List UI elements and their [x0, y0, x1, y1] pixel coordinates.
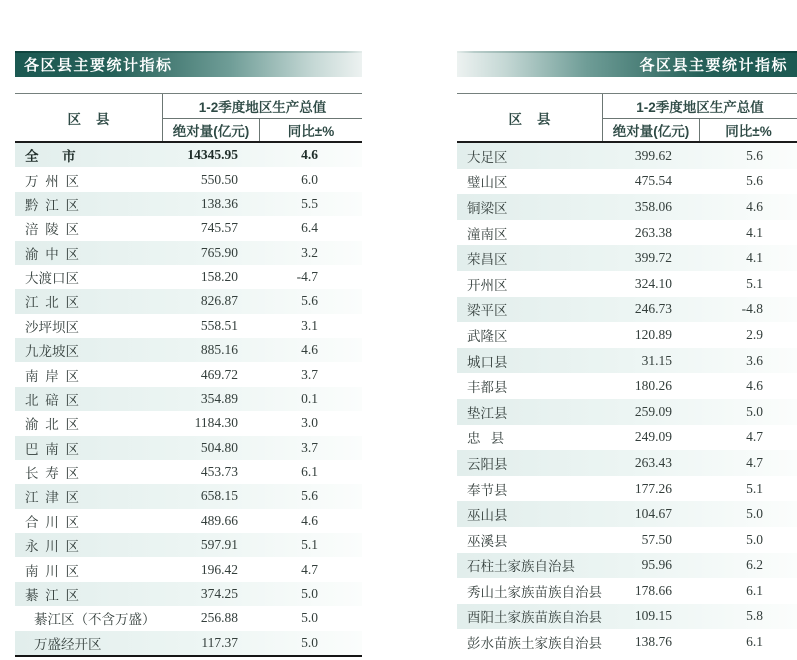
cell-yoy: 5.6 [301, 293, 318, 309]
cell-name: 沙坪坝区 [25, 319, 79, 335]
cell-abs: 57.50 [641, 531, 672, 547]
cell-abs: 263.43 [634, 454, 672, 470]
cell-name: 北 碚 区 [25, 392, 79, 408]
cell-name: 永 川 区 [25, 539, 79, 555]
cell-name: 大足区 [467, 149, 508, 165]
cell-yoy: 4.7 [301, 561, 318, 577]
gdp-group-header: 1-2季度地区生产总值 [603, 94, 797, 119]
table-row [15, 509, 362, 533]
table-row [15, 484, 362, 508]
cell-name: 渝 北 区 [25, 417, 79, 433]
cell-yoy: 4.6 [301, 512, 318, 528]
cell-abs: 358.06 [634, 198, 672, 214]
cell-abs: 138.36 [200, 195, 238, 211]
cell-yoy: 4.6 [746, 198, 763, 214]
table-row [15, 436, 362, 460]
cell-abs: 558.51 [200, 317, 238, 333]
cell-yoy: 4.7 [746, 429, 763, 445]
left-table-title: 各区县主要统计指标 [24, 56, 173, 74]
cell-name: 江 北 区 [25, 295, 79, 311]
cell-yoy: 6.1 [746, 582, 763, 598]
cell-abs: 469.72 [200, 366, 238, 382]
cell-name: 彭水苗族土家族自治县 [467, 636, 602, 652]
cell-name: 綦 江 区 [25, 587, 79, 603]
cell-abs: 158.20 [200, 269, 238, 285]
cell-abs: 104.67 [634, 506, 672, 522]
cell-abs: 178.66 [634, 582, 672, 598]
table-row [15, 192, 362, 216]
right-table-title: 各区县主要统计指标 [639, 56, 788, 74]
table-row [15, 265, 362, 289]
table-row [15, 460, 362, 484]
cell-name: 巫山县 [467, 508, 508, 524]
cell-abs: 31.15 [641, 352, 672, 368]
cell-abs: 95.96 [641, 557, 672, 573]
table-row [15, 362, 362, 386]
cell-yoy: 4.1 [746, 250, 763, 266]
cell-yoy: 5.0 [301, 585, 318, 601]
cell-yoy: 2.9 [746, 326, 763, 342]
cell-name: 巴 南 区 [25, 441, 79, 457]
cell-yoy: -4.7 [296, 269, 318, 285]
cell-abs: 550.50 [200, 171, 238, 187]
cell-abs: 399.72 [634, 250, 672, 266]
table-row [457, 169, 797, 195]
cell-abs: 249.09 [634, 429, 672, 445]
cell-abs: 826.87 [200, 293, 238, 309]
table-row [457, 604, 797, 630]
left-table-header [15, 93, 362, 143]
table-row [457, 297, 797, 323]
cell-name: 开州区 [467, 277, 508, 293]
table-row [15, 143, 362, 167]
cell-name: 南 岸 区 [25, 368, 79, 384]
cell-name: 万 州 区 [25, 173, 79, 189]
cell-abs: 354.89 [200, 390, 238, 406]
cell-yoy: 4.1 [746, 224, 763, 240]
cell-name: 大渡口区 [25, 271, 79, 287]
cell-yoy: 5.8 [746, 608, 763, 624]
right-stats-table [457, 51, 797, 655]
table-row [15, 314, 362, 338]
table-row [457, 501, 797, 527]
cell-yoy: 6.2 [746, 557, 763, 573]
left-title-band [15, 51, 362, 77]
cell-abs: 489.66 [200, 512, 238, 528]
cell-yoy: 3.1 [301, 317, 318, 333]
cell-abs: 263.38 [634, 224, 672, 240]
cell-name: 全 市 [25, 149, 76, 165]
absolute-value-header: 绝对量(亿元) [603, 119, 700, 141]
table-row [15, 411, 362, 435]
cell-yoy: 5.0 [746, 531, 763, 547]
cell-abs: 765.90 [200, 244, 238, 260]
cell-abs: 259.09 [634, 403, 672, 419]
table-row [457, 194, 797, 220]
cell-abs: 256.88 [200, 610, 238, 626]
cell-name: 南 川 区 [25, 563, 79, 579]
table-row [457, 245, 797, 271]
table-row [15, 216, 362, 240]
gdp-subheaders [163, 119, 362, 141]
cell-yoy: 5.1 [746, 480, 763, 496]
right-table-body [457, 143, 797, 655]
right-table-header [457, 93, 797, 143]
cell-abs: 180.26 [634, 378, 672, 394]
table-row [457, 527, 797, 553]
cell-yoy: -4.8 [741, 301, 763, 317]
right-table [457, 93, 797, 655]
cell-abs: 475.54 [634, 173, 672, 189]
cell-yoy: 6.0 [301, 171, 318, 187]
cell-yoy: 4.7 [746, 454, 763, 470]
cell-name: 黔 江 区 [25, 197, 79, 213]
table-row [15, 167, 362, 191]
cell-abs: 1184.30 [194, 415, 238, 431]
cell-yoy: 6.1 [746, 634, 763, 650]
cell-abs: 138.76 [634, 634, 672, 650]
cell-yoy: 3.0 [301, 415, 318, 431]
absolute-value-header: 绝对量(亿元) [163, 119, 260, 141]
cell-yoy: 5.0 [746, 506, 763, 522]
right-title-band [457, 51, 797, 77]
yoy-header: 同比±% [287, 124, 335, 139]
cell-abs: 14345.95 [187, 147, 238, 163]
cell-yoy: 3.6 [746, 352, 763, 368]
table-row [15, 631, 362, 655]
table-row [15, 582, 362, 606]
cell-name: 合 川 区 [25, 514, 79, 530]
cell-abs: 324.10 [634, 275, 672, 291]
cell-yoy: 5.6 [301, 488, 318, 504]
cell-yoy: 3.7 [301, 439, 318, 455]
gdp-header-group [603, 94, 797, 141]
cell-abs: 246.73 [634, 301, 672, 317]
cell-yoy: 5.6 [746, 173, 763, 189]
table-row [457, 399, 797, 425]
cell-abs: 120.89 [634, 326, 672, 342]
cell-name: 忠 县 [467, 431, 505, 447]
cell-name: 渝 中 区 [25, 246, 79, 262]
table-row [457, 143, 797, 169]
table-row [457, 553, 797, 579]
gdp-header-group [163, 94, 362, 141]
left-stats-table [15, 51, 362, 657]
cell-name: 九龙坡区 [25, 344, 79, 360]
table-row [15, 338, 362, 362]
cell-abs: 453.73 [200, 464, 238, 480]
gdp-group-header: 1-2季度地区生产总值 [163, 94, 362, 119]
table-row [15, 533, 362, 557]
cell-yoy: 5.5 [301, 195, 318, 211]
cell-name: 奉节县 [467, 482, 508, 498]
cell-name: 荣昌区 [467, 252, 508, 268]
region-column-header: 区 县 [457, 94, 603, 141]
cell-name: 璧山区 [467, 175, 508, 191]
table-row [15, 557, 362, 581]
cell-name: 涪 陵 区 [25, 222, 79, 238]
table-row [457, 450, 797, 476]
cell-yoy: 3.7 [301, 366, 318, 382]
cell-abs: 117.37 [201, 634, 238, 650]
table-row [457, 629, 797, 655]
cell-name: 武隆区 [467, 328, 508, 344]
cell-name: 潼南区 [467, 226, 508, 242]
table-row [15, 241, 362, 265]
cell-abs: 109.15 [634, 608, 672, 624]
cell-name: 云阳县 [467, 456, 508, 472]
cell-yoy: 5.1 [301, 537, 318, 553]
cell-name: 梁平区 [467, 303, 508, 319]
cell-abs: 658.15 [200, 488, 238, 504]
cell-name: 长 寿 区 [25, 466, 79, 482]
left-table [15, 93, 362, 657]
cell-abs: 597.91 [200, 537, 238, 553]
cell-name: 巫溪县 [467, 533, 508, 549]
cell-name: 綦江区（不含万盛） [34, 612, 156, 628]
table-row [457, 271, 797, 297]
cell-yoy: 5.6 [746, 147, 763, 163]
gdp-subheaders [603, 119, 797, 141]
cell-yoy: 3.2 [301, 244, 318, 260]
cell-yoy: 6.1 [301, 464, 318, 480]
cell-abs: 196.42 [200, 561, 238, 577]
table-row [457, 348, 797, 374]
cell-abs: 745.57 [200, 220, 238, 236]
cell-abs: 504.80 [200, 439, 238, 455]
table-row [457, 322, 797, 348]
table-row [15, 387, 362, 411]
cell-yoy: 4.6 [746, 378, 763, 394]
table-row [457, 578, 797, 604]
cell-abs: 374.25 [200, 585, 238, 601]
cell-yoy: 4.6 [301, 342, 318, 358]
cell-yoy: 5.0 [301, 610, 318, 626]
cell-yoy: 5.1 [746, 275, 763, 291]
cell-name: 酉阳土家族苗族自治县 [467, 610, 602, 626]
cell-name: 江 津 区 [25, 490, 79, 506]
cell-yoy: 4.6 [301, 147, 318, 163]
cell-yoy: 5.0 [746, 403, 763, 419]
left-table-body [15, 143, 362, 657]
cell-name: 秀山土家族苗族自治县 [467, 584, 602, 600]
cell-name: 铜梁区 [467, 200, 508, 216]
cell-name: 城口县 [467, 354, 508, 370]
cell-yoy: 5.0 [301, 634, 318, 650]
cell-name: 丰都县 [467, 380, 508, 396]
yoy-header: 同比±% [725, 124, 772, 139]
cell-abs: 885.16 [200, 342, 238, 358]
table-row [457, 476, 797, 502]
cell-name: 垫江县 [467, 405, 508, 421]
cell-name: 万盛经开区 [34, 636, 102, 652]
table-row [15, 606, 362, 630]
table-row [15, 289, 362, 313]
table-row [457, 373, 797, 399]
table-row [457, 425, 797, 451]
cell-yoy: 0.1 [301, 390, 318, 406]
cell-yoy: 6.4 [301, 220, 318, 236]
cell-name: 石柱土家族自治县 [467, 559, 575, 575]
cell-abs: 177.26 [634, 480, 672, 496]
cell-abs: 399.62 [634, 147, 672, 163]
table-row [457, 220, 797, 246]
region-column-header: 区 县 [15, 94, 163, 141]
